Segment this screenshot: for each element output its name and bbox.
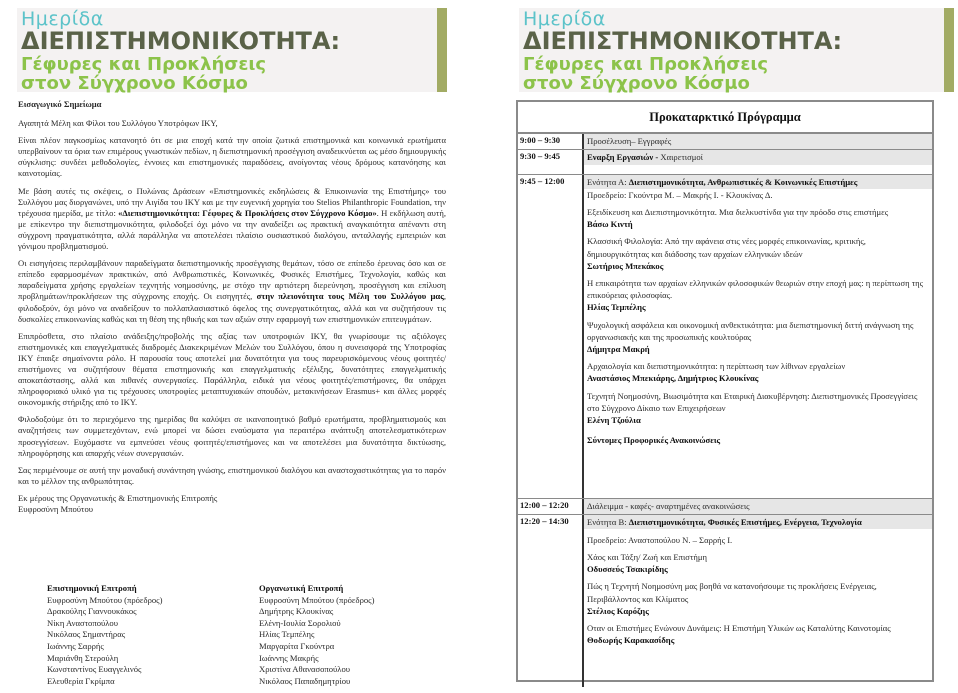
- committee-member: Μαργαρίτα Γκούντρα: [259, 640, 335, 651]
- introductory-note: [18, 99, 446, 515]
- talk: [587, 551, 929, 575]
- talk-title: Κλασσική Φιλολογία: Από την αφάνεια στις νέες μορφές επικοινωνίας, κριτικής, δημιουργικότητας και διάδοσης των αρχαίων ελληνικών ιδεών: [587, 236, 866, 259]
- banner-line-3: Γέφυρες και Προκλήσεις: [523, 54, 769, 75]
- paragraph-1: Είναι πλέον παγκοσμίως κατανοητό ότι σε μια εποχή κατά την οποία ζωτικά επιστημονικά και κοινωνικά ερωτήματα υπερβαίνουν τα όρια των επιμέρους γνωστικών πεδίων, η διεπιστημονική προσέγγιση αναδεικνύεται ως μέσο δημιουργικής σύγκλισης: συνδέει μεθοδολογίες, έννοιες και επιστημονικές παραδόσεις, ανοίγοντας νέους δρόμους κατανόησης και καινοτομίας.: [18, 135, 446, 179]
- signoff: [18, 493, 446, 515]
- banner-line-4: στον Σύγχρονο Κόσμο: [523, 73, 750, 94]
- session-prefix: Ενότητα Α:: [587, 177, 629, 187]
- committee-member: Μαριάνθη Στερούλη: [47, 652, 119, 663]
- committee-member: Ιωάννης Σαρρής: [47, 640, 104, 651]
- greetings-label: Χαιρετισμοί: [660, 152, 703, 162]
- note-heading: Εισαγωγικό Σημείωμα: [18, 99, 102, 109]
- organizing-committee-title: Οργανωτική Επιτροπή: [259, 583, 344, 593]
- scientific-committee: [47, 583, 237, 687]
- talk-title: Χάος και Τάξη/ Ζωή και Επιστήμη: [587, 552, 707, 562]
- committee-member: Δρακούλης Γιαννουκάκος: [47, 606, 137, 617]
- signoff-line-1: Εκ μέρους της Οργανωτικής & Επιστημονικής Επιτροπής: [18, 492, 218, 503]
- session-chairs: Προεδρείο: Γκούντρα Μ. – Μακρής Ι. - Κλουκίνας Δ.: [587, 190, 773, 200]
- talk-speaker: Οδυσσεύς Τσακιρίδης: [587, 564, 668, 575]
- banner-accent-bar: [437, 8, 447, 92]
- session-a-content: [584, 175, 932, 498]
- program-title: Προκαταρκτικό Πρόγραμμα: [518, 102, 932, 134]
- paragraph-3-text-a: Οι εισηγήσεις περιλαμβάνουν παραδείγματα διεπιστημονικής προσέγγισης θεμάτων, τόσο σε επίπεδο έρευνας όσο και σε επίπεδο εφαρμοσμένων πρακτικών, από Ανθρωπιστικές, Κοινωνικές, Φυσικές Επιστήμες, Τεχνολογία, καθώς και παραδείγματα χρήσης εργαλείων τεχνητής νοημοσύνης, με στόχο την αρτιότερη διερεύνηση, προσέγγιση και επίλυση προβλημάτων/προκλήσεων της σύγχρονης εποχής. Οι εισηγητές,: [18, 258, 446, 302]
- talk-speaker: Βάσω Κιντή: [587, 219, 633, 230]
- opening-label: Εναρξη Εργασιών -: [587, 152, 661, 162]
- talk-speaker: Στέλιος Καρόζης: [587, 605, 649, 616]
- program-row: [518, 499, 932, 515]
- talk: [587, 235, 929, 272]
- session-title: Διεπιστημονικότητα, Φυσικές Επιστήμες, Ενέργεια, Τεχνολογία: [628, 517, 862, 527]
- banner-line-2: ΔΙΕΠΙΣΤΗΜΟΝΙΚΟΤΗΤΑ:: [523, 27, 843, 55]
- event-title-bold: «Διεπιστημονικότητα: Γέφυρες & Προκλήσεις στον Σύγχρονο Κόσμο»: [118, 207, 377, 218]
- talk: [587, 390, 929, 427]
- talk-title: Πώς η Τεχνητή Νοημοσύνη μας βοηθά να κατανοήσουμε τις προκλήσεις Ενέργειας, Περιβάλλοντος και Κλίματος: [587, 581, 877, 604]
- talk-speaker: Δήμητρα Μακρή: [587, 344, 650, 355]
- talk: [587, 360, 929, 384]
- row-time: 9:30 – 9:45: [518, 150, 584, 174]
- row-content: Προσέλευση– Εγγραφές: [584, 134, 932, 149]
- talk-title: Εξειδίκευση και Διεπιστημονικότητα. Μια διελκυστίνδα για την πρόοδο στις επιστήμες: [587, 207, 889, 217]
- banner-accent-bar: [944, 8, 954, 92]
- banner-line-4: στον Σύγχρονο Κόσμο: [21, 73, 248, 94]
- committee-member: Ηλίας Τεμπέλης: [259, 629, 315, 640]
- row-content: [584, 150, 932, 174]
- talk-speaker: Αναστάσιος Μπεκιάρης, Δημήτριος Κλουκίνας: [587, 373, 759, 384]
- paragraph-2: [18, 186, 446, 253]
- row-content: Διάλειμμα - καφές- αναρτημένες ανακοινώσεις: [584, 499, 932, 514]
- committee-member: Νικόλαος Σημαντήρας: [47, 629, 126, 640]
- talk-title: Τεχνητή Νοημοσύνη, Βιωσιμότητα και Εταιρική Διακυβέρνηση: Διεπιστημονικές Προσεγγίσεις στο Σύγχρονο Δίκαιο των Επιχειρήσεων: [587, 390, 918, 413]
- program-row-session-a: [518, 175, 932, 499]
- talk-title: Οταν οι Επιστήμες Ενώνουν Δυνάμεις: Η Επιστήμη Υλικών ως Καταλύτης Καινοτομίας: [587, 623, 891, 634]
- committee-member: Χριστίνα Αθανασοπούλου: [259, 664, 351, 675]
- session-prefix: Ενότητα Β:: [587, 517, 629, 527]
- salutation: Αγαπητά Μέλη και Φίλοι του Συλλόγου Υποτρόφων ΙΚΥ,: [18, 118, 218, 129]
- committee-member: Ευφροσύνη Μπούτου (πρόεδρος): [259, 594, 375, 605]
- program-table: [516, 100, 934, 682]
- talk: [587, 622, 929, 646]
- banner-line-2: ΔΙΕΠΙΣΤΗΜΟΝΙΚΟΤΗΤΑ:: [21, 27, 341, 55]
- talk-title: Αρχαιολογία και διεπιστημονικότητα: η περίπτωση των λίθινων εργαλείων: [587, 361, 846, 372]
- banner-line-3: Γέφυρες και Προκλήσεις: [21, 54, 267, 75]
- committee-member: Ιωάννης Μακρής: [259, 652, 319, 663]
- row-time: 9:45 – 12:00: [518, 175, 584, 498]
- event-banner: [17, 8, 447, 92]
- paragraph-3-text-b: , φιλοδοξούν, όχι μόνο να αναδείξουν το πολλαπλασιαστικό όφελος της συνεργατικότητας, αλλά και να συζητήσουν τις δυσκολίες επικοινωνίας καθώς και τη θέση της ηθικής και των αξιών στην εφαρμογή των επιστημονικών επιτευγμάτων.: [18, 291, 446, 324]
- paragraph-2-text-b: . Η εκδήλωση αυτή, με επίκεντρο την διεπιστημονικότητα, φιλοδοξεί όχι μόνο να την αναδείξει ως πρακτική αναγκαιότητα απέναντι στη σύγχρονη πραγματικότητα, αλλά παράλληλα να αποτελέσει πλαίσιο ουσιαστικού διαλόγου, ανταλλαγής εμπειριών και γόνιμου προβληματισμού.: [18, 207, 446, 252]
- talk: [587, 206, 929, 230]
- paragraph-6: Σας περιμένουμε σε αυτή την μοναδική συνάντηση γνώσης, επιστημονικού διαλόγου και αναστοχαστικότητας για το παρόν και το μέλλον της ανθρωπότητας.: [18, 464, 446, 486]
- row-time: 9:00 – 9:30: [518, 134, 584, 149]
- event-banner: [519, 8, 954, 92]
- paragraph-3: [18, 258, 446, 325]
- banner-line-1: Ημερίδα: [21, 8, 104, 30]
- paragraph-4: Επιπρόσθετα, στο πλαίσιο ανάδειξης/προβολής της αξίας των υποτροφιών ΙΚΥ, θα γνωρίσουμε τις αξιόλογες επιστημονικές και επαγγελματικές διαδρομές Διακεκριμένων Μελών του Συλλόγου, όπου η συνεισφορά της Υποτροφίας ΙΚΥ έπαιξε σημαίνοντα ρόλο. Η παρουσία τους αποτελεί μια δυνατότητα για τους παρευρισκόμενους νέους φοιτητές/επιστήμονες να συζητήσουν θέματα επιστημονικής και επαγγελματικής εξέλιξης, δυνατότητες επαγγελματικής αποκατάστασης, αλλά και πιθανές συνεργασίες. Παράλληλα, ειδικά για νέους φοιτητές/επιστήμονες, θα υπάρχει πληροφοριακό υλικό για τις τρέχουσες υποτροφίες μεταπτυχιακών σπουδών, μετακινήσεων Erasmus+ και άλλες μορφές οικονομικής στήριξης από το ΙΚΥ.: [18, 330, 446, 408]
- session-chairs: Προεδρείο: Αναστοπούλου Ν. – Σαρρής Ι.: [587, 535, 733, 545]
- talk-speaker: Ηλίας Τεμπέλης: [587, 302, 646, 313]
- banner-line-1: Ημερίδα: [523, 8, 606, 30]
- talk: [587, 319, 929, 356]
- committee-member: Ελένη-Ιουλία Σορολιού: [259, 617, 341, 628]
- talk: [587, 580, 929, 617]
- paragraph-5: Φιλοδοξούμε ότι το περιεχόμενο της ημερίδας θα καλύψει σε ικανοποιητικό βαθμό ερωτήματα, προβληματισμούς και αναζητήσεις των συμμετεχόντων, ενώ μπορεί να δώσει εναύσματα για περαιτέρω ανάπτυξη αποτελεσματικότερων προσεγγίσεων. Ευχόμαστε να εμπνεύσει νέους φοιτητές/επιστήμονες και να αποτελέσει μια δυνατότητα δικτύωσης, πληροφόρησης και απαρχής νέων συνεργασιών.: [18, 414, 446, 458]
- session-title: Διεπιστημονικότητα, Ανθρωπιστικές & Κοινωνικές Επιστήμες: [628, 177, 858, 187]
- program-row: [518, 134, 932, 150]
- row-time: 12:20 – 14:30: [518, 515, 584, 687]
- committee-member: Νίκη Αναστοπούλου: [47, 617, 118, 628]
- talk-speaker: Θοδωρής Καρακασίδης: [587, 635, 675, 646]
- short-presentations: Σύντομες Προφορικές Ανακοινώσεις: [587, 435, 721, 446]
- talk-speaker: Σωτήριος Μπεκάκος: [587, 260, 664, 271]
- paragraph-2-text-a: Με βάση αυτές τις σκέψεις, ο Πυλώνας Δράσεων «Επιστημονικές εκδηλώσεις & Επικοινωνία της Επιστήμης» του Συλλόγου μας διοργανώνει, υπό την Αιγίδα του ΙΚΥ και με την ευγενική χορηγία του Stelios Philanthropic Foundation, την τρέχουσα ημερίδα, με τίτλο:: [18, 185, 446, 218]
- row-time: 12:00 – 12:20: [518, 499, 584, 514]
- talk-title: Ψυχολογική ασφάλεια και οικονομική ανθεκτικότητα: μια διεπιστημονική διττή ανάγνωση της οργανωσιακής και της προσωπικής κουλτούρας: [587, 319, 914, 342]
- committee-member: Ελευθερία Γκρίμπα: [47, 675, 115, 686]
- session-b-content: [584, 515, 932, 687]
- talk: [587, 277, 929, 314]
- signoff-line-2: Ευφροσύνη Μπούτου: [18, 504, 94, 514]
- program-row: [518, 150, 932, 175]
- talk-speaker: Ελένη Τζούλια: [587, 415, 641, 426]
- members-bold: στην πλειονότητα τους Μέλη του Συλλόγου μας: [256, 291, 444, 302]
- program-row-session-b: [518, 515, 932, 687]
- talk-title: Η επικαιρότητα των αρχαίων ελληνικών φιλοσοφικών θεωριών στην εποχή μας: η περίπτωση της επικούρειας φιλοσοφίας.: [587, 278, 924, 301]
- scientific-committee-title: Επιστημονική Επιτροπή: [47, 583, 137, 593]
- organizing-committee: [259, 583, 449, 687]
- committee-member: Κωνσταντίνος Ευαγγελινός: [47, 664, 142, 675]
- committee-member: Νικόλαος Παπαδημητρίου: [259, 675, 351, 686]
- committee-member: Ευφροσύνη Μπούτου (πρόεδρος): [47, 594, 163, 605]
- committee-member: Δημήτρης Κλουκίνας: [259, 606, 334, 617]
